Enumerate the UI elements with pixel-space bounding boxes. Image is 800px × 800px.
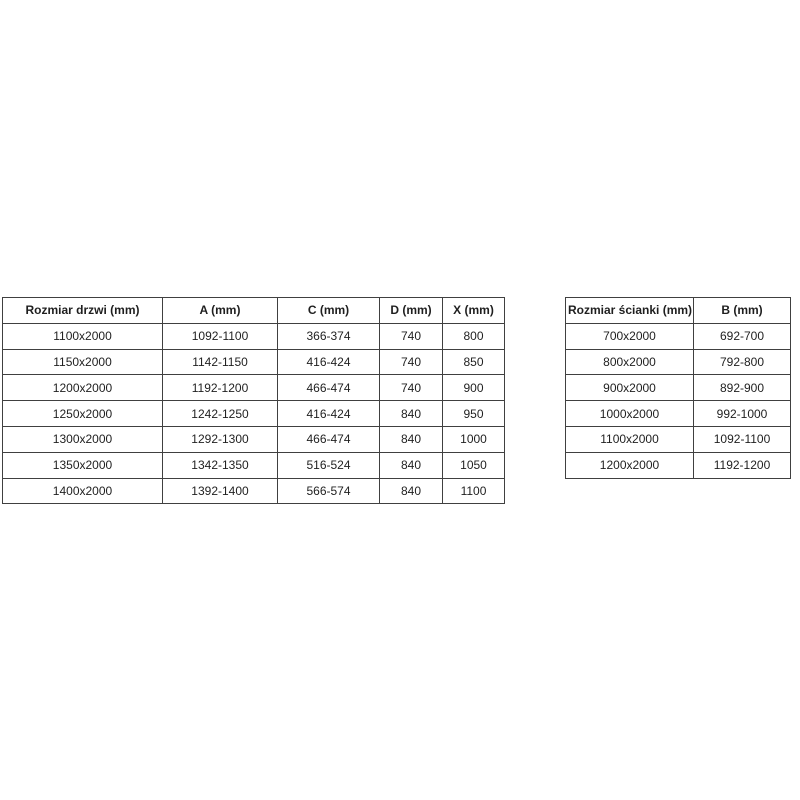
table-cell: 840 [380,452,443,478]
table-cell: 1142-1150 [163,349,278,375]
table-cell: 1250x2000 [3,401,163,427]
table-row [566,349,791,375]
table-cell: 1242-1250 [163,401,278,427]
table-cell: 840 [380,426,443,452]
table-cell: 1092-1100 [163,323,278,349]
table-cell: 900x2000 [566,375,694,401]
table-row [3,323,505,349]
table-cell: 1192-1200 [694,452,791,478]
table-cell: 1050 [443,452,505,478]
table-cell: 1292-1300 [163,426,278,452]
header-cell: B (mm) [694,298,791,324]
table-cell: 1392-1400 [163,478,278,504]
table-row [566,323,791,349]
table-cell: 1000x2000 [566,401,694,427]
table-cell: 700x2000 [566,323,694,349]
table-cell: 892-900 [694,375,791,401]
table-cell: 1400x2000 [3,478,163,504]
table-cell: 840 [380,478,443,504]
table-row [566,375,791,401]
header-cell: D (mm) [380,298,443,324]
table-cell: 850 [443,349,505,375]
table-row [566,452,791,478]
wall-sizes-table [565,297,791,479]
table-cell: 466-474 [278,375,380,401]
header-cell: X (mm) [443,298,505,324]
table-cell: 1192-1200 [163,375,278,401]
table-row [3,426,505,452]
door-sizes-table [2,297,505,504]
table-cell: 992-1000 [694,401,791,427]
table-cell: 1092-1100 [694,426,791,452]
table-cell: 800x2000 [566,349,694,375]
table-cell: 1200x2000 [566,452,694,478]
table-cell: 1100x2000 [566,426,694,452]
table-row [3,349,505,375]
table-cell: 1200x2000 [3,375,163,401]
table-cell: 900 [443,375,505,401]
table-cell: 1100x2000 [3,323,163,349]
header-cell: C (mm) [278,298,380,324]
table-cell: 800 [443,323,505,349]
table-cell: 740 [380,323,443,349]
header-row [566,298,791,324]
table-cell: 950 [443,401,505,427]
table-cell: 692-700 [694,323,791,349]
table-cell: 740 [380,375,443,401]
table-cell: 566-574 [278,478,380,504]
table-row [3,401,505,427]
table-cell: 1150x2000 [3,349,163,375]
table-cell: 416-424 [278,401,380,427]
table-cell: 1100 [443,478,505,504]
table-cell: 416-424 [278,349,380,375]
table-cell: 1350x2000 [3,452,163,478]
table-cell: 792-800 [694,349,791,375]
header-row [3,298,505,324]
table-cell: 1300x2000 [3,426,163,452]
table-row [566,426,791,452]
header-cell: A (mm) [163,298,278,324]
table-cell: 1000 [443,426,505,452]
table-cell: 366-374 [278,323,380,349]
table-row [3,452,505,478]
table-row [3,478,505,504]
table-row [3,375,505,401]
table-cell: 466-474 [278,426,380,452]
table-cell: 840 [380,401,443,427]
table-cell: 516-524 [278,452,380,478]
header-cell: Rozmiar ścianki (mm) [566,298,694,324]
header-cell: Rozmiar drzwi (mm) [3,298,163,324]
table-cell: 1342-1350 [163,452,278,478]
table-row [566,401,791,427]
table-cell: 740 [380,349,443,375]
